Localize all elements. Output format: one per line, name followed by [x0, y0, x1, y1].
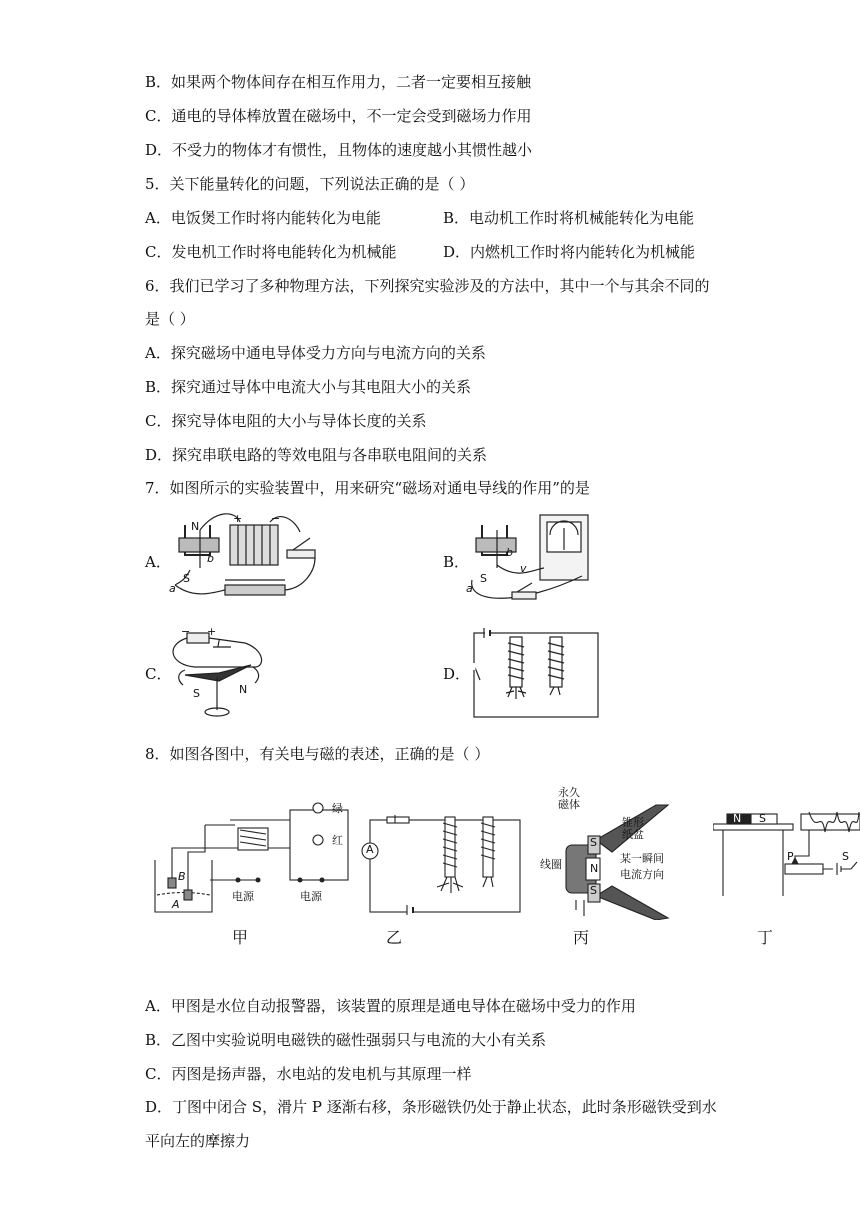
- q7a-n-pole: N: [191, 520, 200, 533]
- q8-ding-bar-s: S: [759, 812, 766, 825]
- q8-caption-ding: 丁: [757, 928, 774, 947]
- q7c-s-pole: S: [193, 687, 200, 700]
- q4-option-c: C．通电的导体棒放置在磁场中，不一定会受到磁场力作用: [145, 107, 532, 125]
- q8-ding-bar-n: N: [733, 812, 742, 825]
- q8-jia-a: A: [172, 898, 180, 911]
- q8-bing-n1: N: [590, 862, 599, 875]
- q7-figure-c: [165, 625, 275, 720]
- q8-jia-green: 绿: [332, 802, 343, 815]
- q8-figure-bing: [540, 786, 686, 920]
- q8-caption-bing: 丙: [573, 928, 590, 947]
- q7-label-b: B．: [443, 553, 470, 571]
- q7-label-c: C．: [145, 665, 172, 683]
- q8-jia-red: 红: [332, 834, 343, 847]
- q8-figure-yi: [355, 815, 525, 915]
- q7c-current: I: [217, 637, 221, 650]
- q8-caption-jia: 甲: [232, 928, 249, 947]
- q7b-s-pole: S: [480, 572, 487, 585]
- q7-label-a: A．: [145, 553, 171, 571]
- q5-option-b: B．电动机工作时将机械能转化为电能: [443, 209, 695, 227]
- q7b-label-v: v: [520, 562, 527, 575]
- q6-option-c: C．探究导体电阻的大小与导体长度的关系: [145, 412, 427, 430]
- q7c-plus: +: [207, 625, 217, 638]
- q8-bing-magnet: 永久: [558, 786, 580, 799]
- q7-stem: 7．如图所示的实验装置中，用来研究“磁场对通电导线的作用”的是: [145, 479, 590, 497]
- q8-option-d-line1: D．丁图中闭合 S，滑片 P 逐渐右移，条形磁铁仍处于静止状态，此时条形磁铁受到水: [145, 1098, 717, 1116]
- q7c-minus: −: [181, 625, 191, 638]
- q7a-label-a: a: [169, 582, 176, 595]
- q7b-label-b: b: [506, 546, 513, 559]
- q8-bing-current: 电流方向: [620, 868, 664, 881]
- q8-ding-p: P: [787, 850, 794, 863]
- q6-option-d: D．探究串联电路的等效电阻与各串联电阻间的关系: [145, 446, 488, 464]
- q6-stem-line2: 是（ ）: [145, 310, 195, 328]
- q8-bing-moment: 某一瞬间: [620, 852, 664, 865]
- q5-option-d: D．内燃机工作时将内能转化为机械能: [443, 243, 696, 261]
- q5-option-c: C．发电机工作时将电能转化为机械能: [145, 243, 397, 261]
- q8-option-c: C．丙图是扬声器，水电站的发电机与其原理一样: [145, 1065, 472, 1083]
- q8-stem: 8．如图各图中，有关电与磁的表述，正确的是（ ）: [145, 745, 490, 763]
- q8-bing-cone: 锥形: [622, 816, 644, 829]
- q8-bing-s2: S: [590, 884, 597, 897]
- q8-jia-b: B: [178, 870, 186, 883]
- q8-figure-jia: [150, 800, 355, 915]
- q7-figure-d: [468, 625, 604, 721]
- q8-bing-cone2: 纸盆: [622, 828, 644, 841]
- q8-jia-power2: 电源: [300, 890, 322, 903]
- q7b-label-a: a: [466, 582, 473, 595]
- q8-bing-s1: S: [590, 836, 597, 849]
- q8-figure-ding: [713, 808, 860, 898]
- q6-option-b: B．探究通过导体中电流大小与其电阻大小的关系: [145, 378, 472, 396]
- q8-bing-magnet2: 磁体: [558, 798, 580, 811]
- q7-figure-a: [165, 510, 325, 610]
- q8-yi-ammeter: A: [366, 843, 374, 856]
- q8-option-d-line2: 平向左的摩擦力: [145, 1132, 251, 1150]
- q7c-n-pole: N: [239, 683, 248, 696]
- q8-option-b: B．乙图中实验说明电磁铁的磁性强弱只与电流的大小有关系: [145, 1031, 547, 1049]
- q8-bing-coil: 线圈: [540, 858, 562, 871]
- q5-option-a: A．电饭煲工作时将内能转化为电能: [145, 209, 381, 227]
- q7a-plus: +: [233, 512, 243, 525]
- q8-caption-yi: 乙: [386, 928, 403, 947]
- q7a-minus: −: [271, 512, 281, 525]
- q4-option-d: D．不受力的物体才有惯性，且物体的速度越小其惯性越小: [145, 141, 533, 159]
- q7-label-d: D．: [443, 665, 471, 683]
- q4-option-b: B．如果两个物体间存在相互作用力，二者一定要相互接触: [145, 73, 532, 91]
- q7a-label-b: b: [207, 552, 214, 565]
- q5-stem: 5．关下能量转化的问题，下列说法正确的是（ ）: [145, 175, 475, 193]
- q6-option-a: A．探究磁场中通电导体受力方向与电流方向的关系: [145, 344, 486, 362]
- q8-option-a: A．甲图是水位自动报警器，该装置的原理是通电导体在磁场中受力的作用: [145, 997, 636, 1015]
- q8-ding-switch: S: [842, 850, 849, 863]
- q6-stem-line1: 6．我们已学习了多种物理方法，下列探究实验涉及的方法中，其中一个与其余不同的: [145, 277, 710, 295]
- q7-figure-b: [462, 510, 602, 610]
- q8-jia-power1: 电源: [232, 890, 254, 903]
- q7a-s-pole: S: [183, 572, 190, 585]
